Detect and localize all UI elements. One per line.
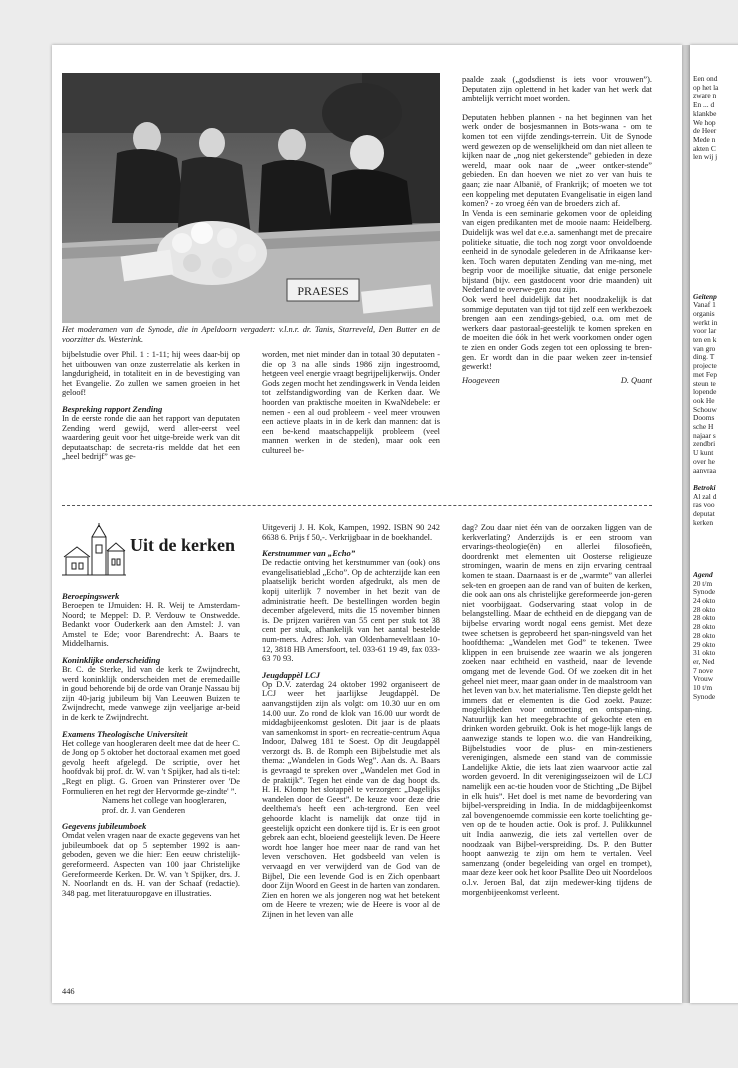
next-page-line: Mede n [693,135,716,144]
next-page-line: Dooms [693,414,715,423]
article-column-1 [62,350,240,462]
news-text: dag? Zou daar niet één van de oorzaken liggen van de kerkverlating? Anderzijds is er een stroom van ervarings-theologie(ën) en allerlei filosofieën, doordrenkt met elementen uit Oosterse religieuze stromingen, waarin de mens en zijn ervaring centraal komen te staan. Daarnaast is er de „warmte” van allerlei sek-ten en groepen aan de rand van of buiten de kerken, die ook aan ons als christelijke gereformeerde jon-geren niet voorbijgaat. Godservaring staat volop in de belangstelling. Maar de echtheid en de diepgang van de bijbelse ervaring wordt nogal eens gemist. Met deze twee schetsen is geprobeerd het span-ningsveld van het hoofdthema: „Wandelen met God” te tekenen. Twee klippen in een bruisende zee waarin we als jongeren zoeken naar echtheid en vastheid, naar de levende omgang met de levende God. Of we zoeken dit in het geheel niet meer, maar gaan onder in de maalstroom van het leven van b.v. het materialisme. Ten diepste geldt het immers dat er elementen is die God zoekt. Pauze: mogelijkheden voor ontmoeting en ontspan-ning. Natuurlijk kan het meegebrachte of gekochte eten en drinken worden gebruikt. Ook is het moge-lijk langs de aanwezige stands te lopen w.o. die van Handreiking, Bijbelstudies voor de plus- en min-zestieners verenigingen, alsmede een stand van de commissie Landelijke Aktie, die iets laat zien waarvoor actie zal worden gevoerd. In dit verenigingsseizoen wil de LCJ namelijk een ac-tie houden voor de Stichting „De Bijbel in elk huis”. Het doel is met name de bevordering van bijbel-verspreiding in India. In de middagbijeenkomst zal bovengenoemde commissie een korte toelichting ge-ven op de te houden actie. Ook is prof. J. Pulikkunnel uit India aanwezig, die iets zal vertellen over de noodzaak van Bijbel-verspreiding. Ds. P. den Butter hoopt aanwezig te zijn om hem te vertalen. Veel samenzang (onder begeleiding van orgel en trompet), maar deze keer ook het koor Psallite Deo uit Noordeloos o.l.v. Jeroen Bal, dat zijn medewer-king tijdens de morgenbijeenkomst verleent. [462,523,653,897]
next-page-line: lopende [693,388,717,397]
next-page-line: En ... d [693,101,715,110]
article-paragraph: In Venda is een seminarie gekomen voor de opleiding van eigen predikanten met de mooie naam: Heidelberg. Duidelijk was wel dat e.e.a. samenhangt met de precaire politieke situatie, die toch nog zorgt voor onvoldoende eenheid in de synodale gelederen in de Afrikaanse ker-ken. Toch waren deputaten Zending van me-ning, met begrip voor de moeilijke situatie, dat enige personele bijstand (bijv. een gastdocent voor drie maanden) uit Nederland te overwe-gen zou zijn. [462,208,652,295]
synod-photo-image [62,73,440,323]
news-heading: Jeugdappèl LCJ [262,669,321,680]
section-divider [62,505,652,506]
next-page-line: zendbri [693,440,716,449]
next-page-line: deputat [693,510,715,518]
magazine-page [52,45,682,1003]
article-paragraph: In de eerste ronde die aan het rapport van deputaten Zending werd gewijd, werd aller-eerst veel waardering geuit voor het uitge-breide werk van dit deputaatschap: de secreta-ris meldde dat het een „heel bedrijf” was ge- [62,413,240,462]
next-page-line: op het la [693,83,719,92]
next-page-line: er, Ned [693,657,715,666]
news-heading: Kerstnummer van „Echo” [262,548,356,559]
article-paragraph: bijbelstudie over Phil. 1 : 1-11; hij wees daar-bij op het uitbouwen van onze zusterrelatie als kerken in langdurigheid, in totaliteit en in de bevestiging van het Evangelie. Zo zullen we samen groeien in het geloof! [62,350,240,398]
next-page-line: over he [693,457,715,466]
uit-de-kerken-title: Uit de kerken [130,535,235,555]
next-page-line: 10 t/m [693,684,713,692]
next-page-line: ten en k [693,336,717,344]
page-gutter [682,45,690,1003]
news-column-3 [462,523,652,897]
next-page-edge [690,45,738,1003]
news-heading: Gegevens jubileumboek [62,821,147,832]
next-page-line: Agend [693,570,713,579]
next-page-line: kerken [693,518,714,527]
next-page-line: 29 okto [693,640,716,649]
article-paragraph: Ook werd heel duidelijk dat het noodzakelijk is dat sommige deputaten van tijd tot tijd zelf een werkbezoek brengen aan een zendings-gebied, o.a. om met de werkers daar pastoraal-geestelijk te komen spreken en de moeiten die óók in het werk voorkomen onder ogen te zien en onder Gods zegen tot een oplossing te bren-gen. Er wordt dan in die paar weken zeer in-tensief gewerkt! [462,295,652,372]
next-page-line: organis [693,309,715,318]
next-page-line: 28 okto [693,631,716,640]
next-page-line: 28 okto [693,614,716,623]
next-page-line: sche H [693,423,714,431]
news-text: De redactie ontving het kerstnummer van (ook) ons evangelisatieblad „Echo”. Op de achterzijde kan een plaatselijk bericht worden afgedrukt, als men de kopij uiterlijk 7 november in het bezit van de administratie heeft. De bestellingen worden begin december afgeleverd, mits die 15 november binnen is. De prijzen variëren van 55 cent per stuk tot 38 cent per stuk, afhankelijk van het aantal bestelde num-mers. Adres: Joh. van Oldenbarneveltlaan 10-12, 3818 HB Amersfoort, tel. 033-61 19 49, fax 033-63 70 93. [262,558,440,664]
next-page-line: 7 nove [693,666,713,675]
news-text: Op D.V. zaterdag 24 oktober 1992 organiseert de LCJ weer het jaarlijkse Jeugdappèl. De aanvangstijden zijn als volgt: om 10.30 uur en om 14.00 uur. Zo rond de klok van 16.00 uur wordt de middagbijeenkomst gesloten. Dit jaar is de plaats van samenkomst in sport- en recreatie-centrum Aqua Indoor, Dalweg 181 te Soest. Op dit Jeugdappèl verzorgt ds. B. de Romph een Bijbelstudie met als thema: „Wandelen in Gods Weg”. Aan ds. A. Baars is gevraagd te spreken over „Wandelen met God in de praktijk”. Tegen het einde van de dag hoopt ds. H. H. Klomp het slotappèl te verzorgen: „Dagelijks wandelen door de Geest”. De keuze voor deze drie deelthema's heeft een ach-tergrond. Een veel gehoorde klacht is namelijk dat onze tijd in geestelijk opzicht een donkere tijd is. Er is een groot gebrek aan echt, bloeiend geestelijk leven. De Heere wordt hoe langer hoe meer naar de rand van het leven verschoven. Het godsbeeld van velen is vervaagd en ver verwijderd van de God van de Bijbel, Die een levende God is en Zich openbaart door Zijn Woord en Geest in de harten van zondaren. Zien en horen we als jongeren nog wat het betekent om de Heere te vrezen; wie de Heere is voor al de Zijnen in het leven van alle [262,679,440,919]
next-page-line: de Heer [693,127,717,136]
next-page-line: van gro [693,344,716,353]
next-page-line: ding. T [693,353,715,362]
next-page-line: ook He [693,396,715,405]
next-page-line: 20 t/m [693,579,713,588]
next-page-line: Betroki [693,483,716,492]
signature-name: D. Quant [620,375,652,385]
news-text: Beroepen te IJmuiden: H. R. Weij te Amsterdam-Noord; te Meppel: D. P. Verdouw te Onstwedde. Bedankt voor Ouderkerk aan den Amstel: J. van Amstel te Ede; voor Barendrecht: A. Baars te Middelharnis. [62,601,240,649]
news-heading: Examens Theologische Universiteit [62,728,188,739]
next-page-line: U kunt [693,449,714,458]
next-page-line: zware n [693,92,717,101]
next-page-line: klankbe [693,109,717,118]
next-page-line: Vanaf 1 [693,301,716,310]
section-heading: Bespreking rapport Zending [62,403,163,414]
news-text: Het college van hoogleraren deelt mee dat de heer C. de Jong op 5 oktober het doctoraal examen met goed gevolg heeft afgelegd. De scriptie, over het hoofdvak bij prof. dr. W. van 't Spijker, had als ti-tel: „Regt en pligt. G. Groen van Prinsterer over 'De Formulieren en het regt der Hervormde ge-zindte' ”. [62,738,240,796]
news-column-1 [62,585,240,898]
page-number: 446 [62,987,75,996]
article-paragraph: paalde zaak („godsdienst is iets voor vrouwen”). Deputaten zijn oplettend in het kader van het werk dat ambtelijk verricht moet worden. [462,75,652,104]
next-page-line: We hop [693,118,716,127]
news-heading: Koninklijke onderscheiding [62,654,161,665]
next-page-line: akten C [693,144,716,153]
news-text: Omdat velen vragen naar de exacte gegevens van het jubileumboek dat op 5 september 1992 is aan-geboden, geven we die hier: Een eeuw christelijk-gereformeerd. Aspecten van 100 jaar Christelijke Gereformeerde Kerken. Dr. W. van 't Spijker, drs. J. N. Noorlandt en ds. H. van der Schaaf (redactie). 348 pag. met literatuuropgave en illustraties. [62,831,240,898]
next-page-line: 31 okto [693,649,716,658]
next-page-line: Schouw [693,405,717,414]
next-page-line: 24 okto [693,597,716,605]
photo-caption: Het moderamen van de Synode, die in Apeldoorn vergadert: v.l.n.r. dr. Tanis, Starreveld, Den Butter en de voorzitter ds. Westerink. [62,325,440,344]
uit-de-kerken-header [62,521,240,581]
next-page-line: aanvraa [693,466,716,475]
church-icon [62,523,126,579]
news-heading: Beroepingswerk [62,591,120,601]
next-page-line: 28 okto [693,605,716,614]
article-paragraph: Deputaten hebben plannen - na het beginnen van het werk onder de bosjesmannen in Bots-wana - om te komen tot een vijfde zendings-terrein. Uit de Synode werd gewezen op de wenselijkheid om dan niet alleen te kijken naar de „nog niet gekerstende” gebieden in deze wereld, maar ook naar de „weer ontker-stende” gebieden. En dan hoeven we niet zo ver van huis te gaan; zie naar Albanië, of Frankrijk; of moeten we tot een koppeling met deputaten Evangelisatie in eigen land komen? - zo vroeg één van de broeders zich af. [462,112,652,209]
next-page-line: 28 okto [693,623,716,632]
next-page-line: werkt in [693,318,718,327]
synod-photo [62,73,440,323]
news-text: Uitgeverij J. H. Kok, Kampen, 1992. ISBN 90 242 6638 6. Prijs f 50,-. Verkrijgbaar in de boekhandel. [262,523,440,542]
next-page-line: voor lar [693,327,717,336]
news-column-2 [262,523,440,920]
signature-place: Hoogeveen [462,375,500,385]
news-signoff: Namens het college van hoogleraren, prof. dr. J. van Genderen [102,796,227,815]
next-page-line: len wij j [693,153,718,162]
next-page-line: steun te [693,379,716,388]
next-page-line: met Fep [693,370,718,379]
news-text: Br. C. de Sterke, lid van de kerk te Zwijndrecht, werd koninklijk onderscheiden met de eremedaille in goud behorende bij de orde van Oranje Nassau bij zijn 40-jarig jubileum bij Van Leeuwen Buizen te Zwijndrecht, mede vanwege zijn veeljarige ar-beid in de kerk te Zwijndrecht. [62,664,240,722]
article-column-2 [262,350,440,456]
next-page-line: najaar s [693,431,716,440]
next-page-line: Een ond [693,75,718,83]
signature-line [462,376,652,386]
article-paragraph: worden, met niet minder dan in totaal 30 deputaten - die op 3 na alle sinds 1986 zijn ingestroomd, hetgeen veel energie vraagt begrijpelijkerwijs. Onder Gods zegen mocht het zendingswerk in Venda leiden tot zelfstandigwording van de Kerken daar. We hoorden van praktische moeiten in KwaNdebele: er nemen - een al oud probleem - veel meer vrouwen een actieve plaats in in de kerk dan mannen: dat is een be-kend maatschappelijk probleem (veel mannen werken in de steden), maar ook een cultureel be- [262,350,440,455]
next-page-line: projecte [693,362,717,371]
next-page-line: Synode [693,692,716,701]
next-page-line: Synode [693,588,716,597]
article-column-3 [462,75,652,385]
praeses-sign-text: PRAESES [297,284,349,298]
next-page-line: Vrouw [693,675,714,684]
next-page-line: ras voo [693,501,715,510]
next-page-line: Al zal d [693,492,717,501]
next-page-line: Geitenp [693,292,717,301]
